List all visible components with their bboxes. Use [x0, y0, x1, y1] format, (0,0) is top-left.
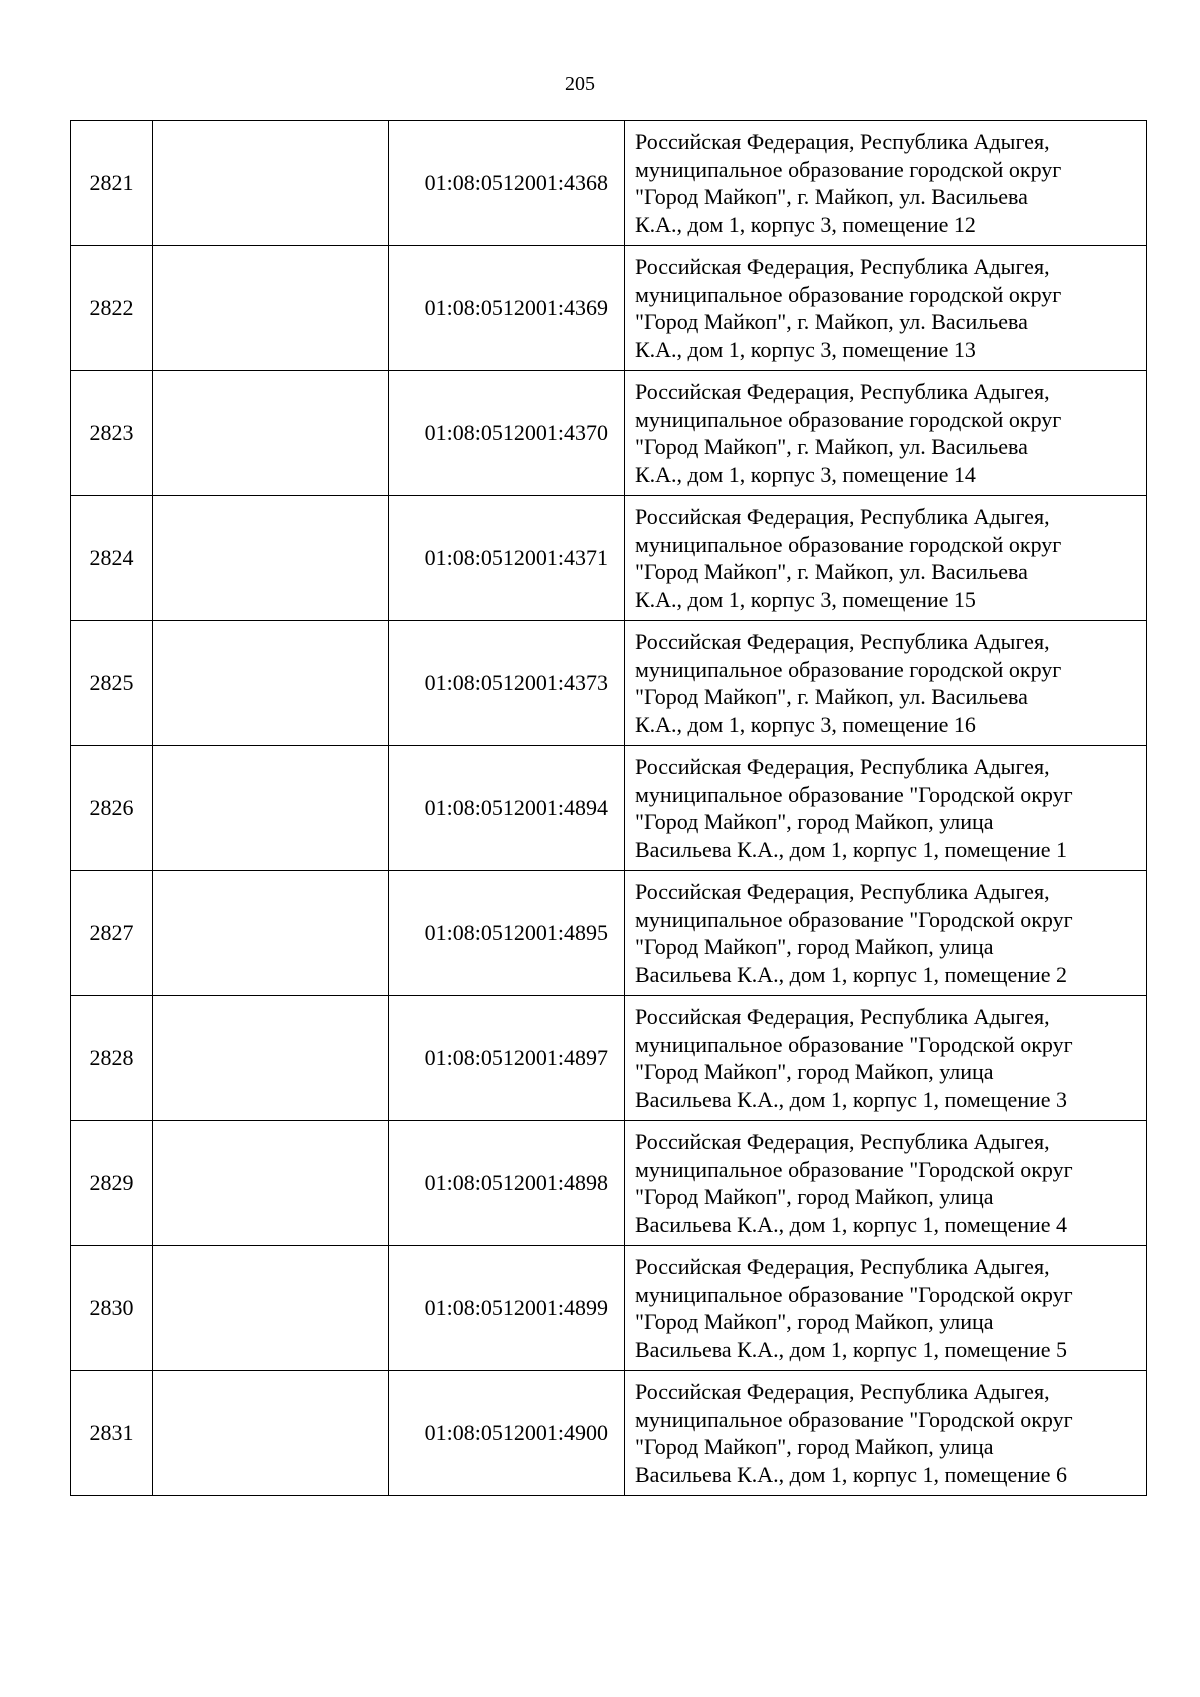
table-row: [71, 121, 1147, 246]
row-number-cell: 2826: [71, 746, 153, 871]
row-number-cell: 2830: [71, 1246, 153, 1371]
address-line: Российская Федерация, Республика Адыгея,: [635, 129, 1050, 154]
address-line: Российская Федерация, Республика Адыгея,: [635, 504, 1050, 529]
address-line: Васильева К.А., дом 1, корпус 1, помещение 3: [635, 1086, 1068, 1112]
address-line: муниципальное образование городской округ: [635, 281, 1062, 307]
address-line: Российская Федерация, Республика Адыгея,: [635, 1379, 1050, 1404]
address-line: муниципальное образование городской округ: [635, 406, 1062, 432]
address-line: "Город Майкоп", г. Майкоп, ул. Васильева: [635, 559, 1028, 584]
address-line: К.А., дом 1, корпус 3, помещение 15: [635, 586, 976, 612]
cadastral-number-cell: 01:08:0512001:4370: [389, 371, 625, 496]
cadastral-number-cell: 01:08:0512001:4900: [389, 1371, 625, 1496]
address-cell: [625, 1371, 1147, 1496]
table-row: [71, 496, 1147, 621]
address-line: муниципальное образование городской округ: [635, 156, 1062, 182]
table-row: [71, 1121, 1147, 1246]
address-cell: [625, 1121, 1147, 1246]
cadastral-number-cell: 01:08:0512001:4369: [389, 246, 625, 371]
address-cell: [625, 121, 1147, 246]
address-line: К.А., дом 1, корпус 3, помещение 14: [635, 461, 976, 487]
row-number-cell: 2827: [71, 871, 153, 996]
row-number-cell: 2824: [71, 496, 153, 621]
address-line: "Город Майкоп", г. Майкоп, ул. Васильева: [635, 309, 1028, 334]
address-line: муниципальное образование "Городской округ: [635, 1406, 1073, 1432]
empty-cell: [153, 871, 389, 996]
row-number-cell: 2823: [71, 371, 153, 496]
table-row: [71, 871, 1147, 996]
address-line: Васильева К.А., дом 1, корпус 1, помещение 1: [635, 836, 1068, 862]
cadastral-number-cell: 01:08:0512001:4373: [389, 621, 625, 746]
empty-cell: [153, 121, 389, 246]
empty-cell: [153, 496, 389, 621]
table-row: [71, 746, 1147, 871]
address-line: "Город Майкоп", г. Майкоп, ул. Васильева: [635, 184, 1028, 209]
empty-cell: [153, 1246, 389, 1371]
cadastral-number-cell: 01:08:0512001:4895: [389, 871, 625, 996]
table-row: [71, 1246, 1147, 1371]
empty-cell: [153, 621, 389, 746]
address-line: муниципальное образование "Городской округ: [635, 781, 1073, 807]
cadastral-number-cell: 01:08:0512001:4371: [389, 496, 625, 621]
address-line: "Город Майкоп", город Майкоп, улица: [635, 1309, 994, 1334]
address-line: муниципальное образование "Городской округ: [635, 1156, 1073, 1182]
empty-cell: [153, 996, 389, 1121]
address-line: "Город Майкоп", город Майкоп, улица: [635, 934, 994, 959]
page-number: 205: [565, 73, 595, 95]
address-line: муниципальное образование "Городской округ: [635, 906, 1073, 932]
address-line: Российская Федерация, Республика Адыгея,: [635, 1129, 1050, 1154]
address-cell: [625, 996, 1147, 1121]
address-cell: [625, 621, 1147, 746]
table-row: [71, 371, 1147, 496]
row-number-cell: 2831: [71, 1371, 153, 1496]
address-line: Российская Федерация, Республика Адыгея,: [635, 254, 1050, 279]
address-line: Российская Федерация, Республика Адыгея,: [635, 879, 1050, 904]
cadastral-number-cell: 01:08:0512001:4898: [389, 1121, 625, 1246]
empty-cell: [153, 371, 389, 496]
address-line: Васильева К.А., дом 1, корпус 1, помещение 6: [635, 1461, 1068, 1487]
address-line: "Город Майкоп", г. Майкоп, ул. Васильева: [635, 684, 1028, 709]
row-number-cell: 2828: [71, 996, 153, 1121]
address-cell: [625, 1246, 1147, 1371]
table-row: [71, 621, 1147, 746]
address-line: Васильева К.А., дом 1, корпус 1, помещение 2: [635, 961, 1068, 987]
address-line: К.А., дом 1, корпус 3, помещение 16: [635, 711, 976, 737]
address-cell: [625, 371, 1147, 496]
address-cell: [625, 246, 1147, 371]
address-line: "Город Майкоп", город Майкоп, улица: [635, 1059, 994, 1084]
address-line: К.А., дом 1, корпус 3, помещение 13: [635, 336, 976, 362]
table-row: [71, 996, 1147, 1121]
registry-table-body: [71, 121, 1147, 1496]
empty-cell: [153, 746, 389, 871]
address-line: "Город Майкоп", город Майкоп, улица: [635, 1434, 994, 1459]
address-line: Российская Федерация, Республика Адыгея,: [635, 1004, 1050, 1029]
address-line: муниципальное образование городской округ: [635, 656, 1062, 682]
address-line: К.А., дом 1, корпус 3, помещение 12: [635, 211, 976, 237]
address-line: "Город Майкоп", город Майкоп, улица: [635, 809, 994, 834]
address-line: муниципальное образование "Городской округ: [635, 1031, 1073, 1057]
empty-cell: [153, 1371, 389, 1496]
property-registry-table: [70, 120, 1147, 1496]
address-line: Российская Федерация, Республика Адыгея,: [635, 1254, 1050, 1279]
empty-cell: [153, 246, 389, 371]
cadastral-number-cell: 01:08:0512001:4897: [389, 996, 625, 1121]
row-number-cell: 2821: [71, 121, 153, 246]
address-line: Васильева К.А., дом 1, корпус 1, помещение 5: [635, 1336, 1068, 1362]
address-cell: [625, 746, 1147, 871]
cadastral-number-cell: 01:08:0512001:4894: [389, 746, 625, 871]
cadastral-number-cell: 01:08:0512001:4899: [389, 1246, 625, 1371]
address-line: "Город Майкоп", г. Майкоп, ул. Васильева: [635, 434, 1028, 459]
address-cell: [625, 871, 1147, 996]
address-line: Российская Федерация, Республика Адыгея,: [635, 754, 1050, 779]
address-line: "Город Майкоп", город Майкоп, улица: [635, 1184, 994, 1209]
table-row: [71, 246, 1147, 371]
row-number-cell: 2829: [71, 1121, 153, 1246]
address-line: Российская Федерация, Республика Адыгея,: [635, 379, 1050, 404]
address-cell: [625, 496, 1147, 621]
empty-cell: [153, 1121, 389, 1246]
address-line: Васильева К.А., дом 1, корпус 1, помещение 4: [635, 1211, 1068, 1237]
address-line: муниципальное образование городской округ: [635, 531, 1062, 557]
address-line: Российская Федерация, Республика Адыгея,: [635, 629, 1050, 654]
row-number-cell: 2825: [71, 621, 153, 746]
address-line: муниципальное образование "Городской округ: [635, 1281, 1073, 1307]
table-row: [71, 1371, 1147, 1496]
row-number-cell: 2822: [71, 246, 153, 371]
cadastral-number-cell: 01:08:0512001:4368: [389, 121, 625, 246]
